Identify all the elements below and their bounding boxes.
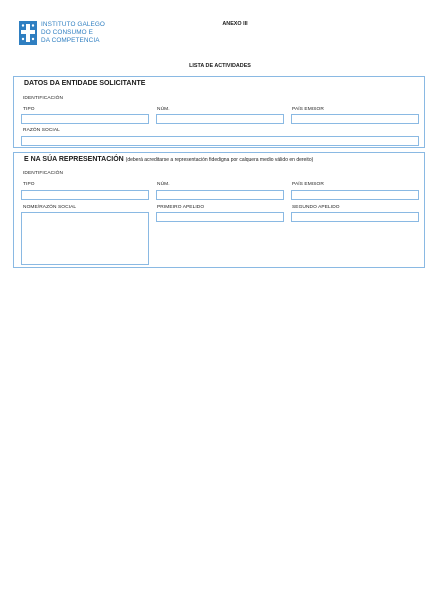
representative-pais-field[interactable] <box>291 190 419 200</box>
org-name-line-1: INSTITUTO GALEGO <box>41 21 105 28</box>
representative-section <box>13 152 425 268</box>
org-name <box>41 21 131 45</box>
applicant-section <box>13 76 425 148</box>
representative-tipo-field[interactable] <box>21 190 149 200</box>
applicant-section-title: DATOS DA ENTIDADE SOLICITANTE <box>24 80 146 87</box>
applicant-pais-field[interactable] <box>291 114 419 124</box>
annex-title: ANEXO III <box>222 21 248 27</box>
galicia-cross-logo-icon <box>19 21 37 45</box>
applicant-num-field[interactable] <box>156 114 284 124</box>
representative-num-field[interactable] <box>156 190 284 200</box>
applicant-pais-label: PAÍS EMISOR <box>292 107 324 112</box>
org-name-line-3: DA COMPETENCIA <box>41 37 100 44</box>
representative-segundo-field[interactable] <box>291 212 419 222</box>
list-title: LISTA DE ACTIVIDADES <box>189 63 251 69</box>
representative-segundo-label: SEGUNDO APELIDO <box>292 205 340 210</box>
org-logo <box>19 21 129 47</box>
representative-tipo-label: TIPO <box>23 182 35 187</box>
org-name-line-2: DO CONSUMO E <box>41 29 93 36</box>
applicant-identification-label: IDENTIFICACIÓN <box>23 96 64 101</box>
representative-section-title <box>24 156 313 163</box>
applicant-tipo-label: TIPO <box>23 107 35 112</box>
representative-nome-label: NOME/RAZÓN SOCIAL <box>23 205 77 210</box>
applicant-tipo-field[interactable] <box>21 114 149 124</box>
representative-identification-label: IDENTIFICACIÓN <box>23 171 64 176</box>
representative-pais-label: PAÍS EMISOR <box>292 182 324 187</box>
representative-title-text: E NA SÚA REPRESENTACIÓN <box>24 156 124 163</box>
representative-nome-field[interactable] <box>21 212 149 265</box>
representative-primeiro-label: PRIMEIRO APELIDO <box>157 205 205 210</box>
representative-num-label: NÚM. <box>157 182 170 187</box>
representative-primeiro-field[interactable] <box>156 212 284 222</box>
applicant-razon-label: RAZÓN SOCIAL <box>23 128 60 133</box>
representative-note: (deberá acreditarse a representación fidedigna por calquera medio válido en dereito) <box>125 157 314 163</box>
applicant-razon-field[interactable] <box>21 136 419 146</box>
applicant-num-label: NÚM. <box>157 107 170 112</box>
